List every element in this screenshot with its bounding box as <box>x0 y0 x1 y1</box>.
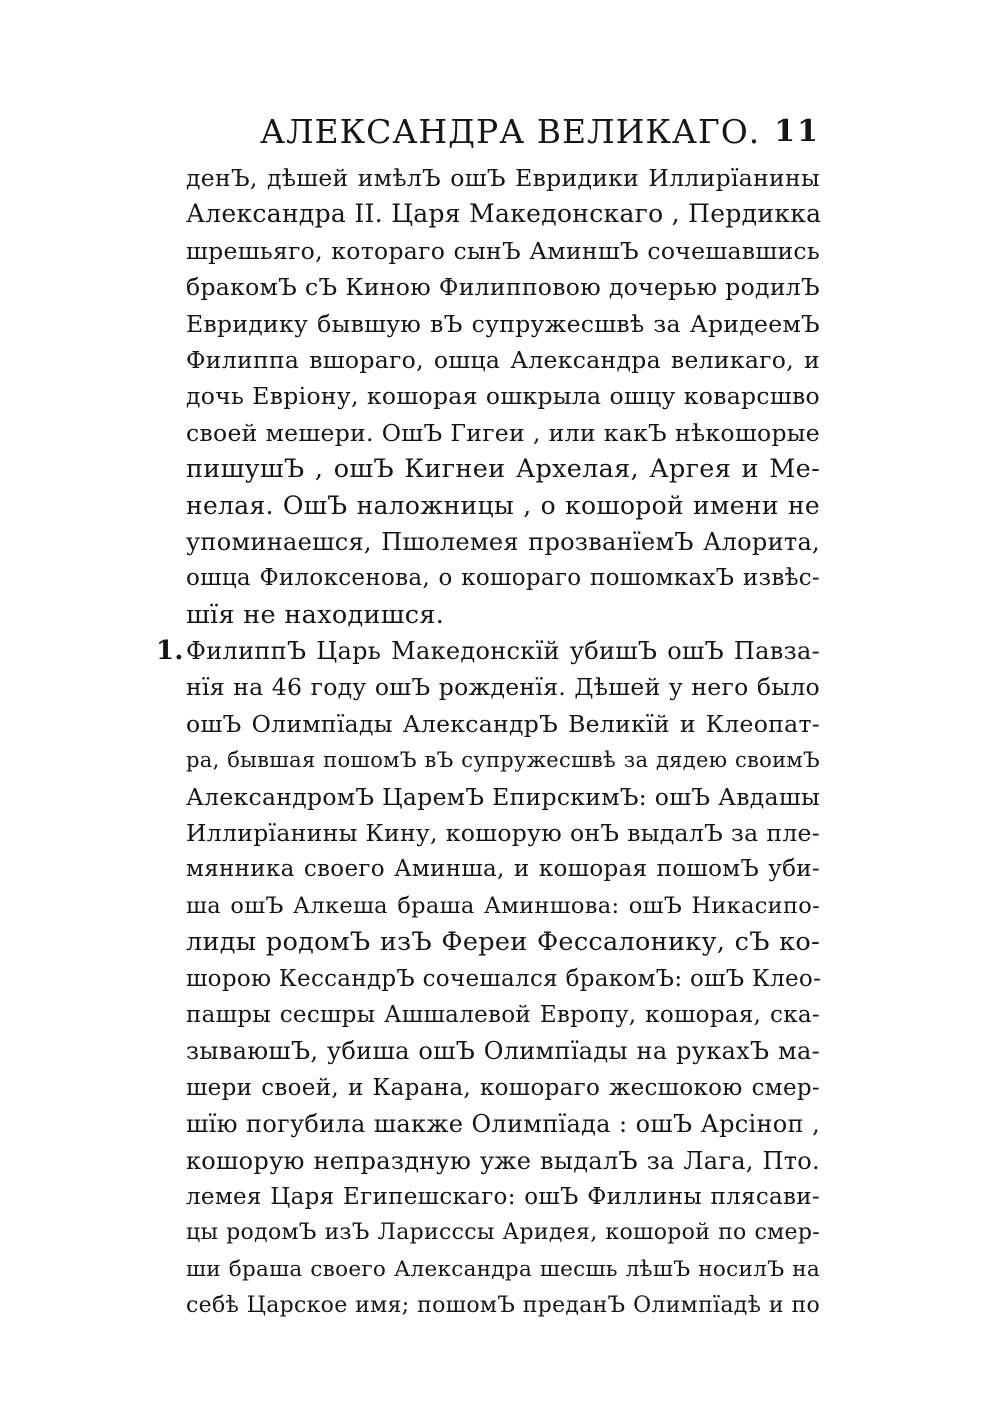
text-line: Евридику бывшую вЪ супружесшвѣ за АридеемЪ <box>186 309 820 338</box>
footnote-line: шїю погубила шакже Олимпїада : ошЪ Арсіноп , <box>186 1110 820 1139</box>
text-line: нелая. ОшЪ наложницы , о кошорой имени не <box>186 490 820 520</box>
text-line: шїя не находишся. <box>186 599 445 630</box>
text-line: денЪ, дѣшей имѣлЪ ошЪ Евридики Иллирїанины <box>186 164 820 192</box>
footnote-line: пашры сесшры Ашшалевой Европу, кошорая, ска- <box>186 1001 820 1028</box>
footnote-line: шери своей, и Карана, кошораго жесшокою смер- <box>186 1074 820 1101</box>
footnote-first-line <box>156 633 820 669</box>
text-line: своей мешери. ОшЪ Гигеи , или какЪ нѣкошорые <box>186 418 820 447</box>
footnote-line: кошорую непраздную уже выдалЪ за Лага, Пто. <box>186 1146 820 1175</box>
footnote-line: мянника своего Аминша, и кошорая пошомЪ уби- <box>186 856 820 883</box>
footnote-line: ша ошЪ Алкеша браша Аминшова: ошЪ Никасипо- <box>186 892 820 919</box>
text-line: Филиппа вшораго, ошца Александра великаго, и <box>186 345 820 374</box>
footnote-line: АлександромЪ ЦаремЪ ЕпирскимЪ: ошЪ Авдашы <box>186 782 820 811</box>
text-line: бракомЪ сЪ Киною Филипповою дочерью родилЪ <box>186 273 820 302</box>
footnote-line: лемея Царя Египешскаго: ошЪ Филлины плясави- <box>186 1183 820 1210</box>
footnote-line: зываюшЪ, убиша ошЪ Олимпїады на рукахЪ ма- <box>186 1037 820 1066</box>
running-title: АЛЕКСАНДРА ВЕЛИКАГО. <box>260 112 761 151</box>
page-number: 11 <box>774 114 820 149</box>
footnote-line-text: ФилиппЪ Царь Македонскїй убишЪ ошЪ Павза- <box>186 637 820 666</box>
footnote-line: лиды родомЪ изЪ Фереи Фессалонику, сЪ ко- <box>186 927 820 958</box>
text-line: упоминаешся, Пшолемея прозванїемЪ Алорита, <box>186 527 820 556</box>
footnote-line: ши браша своего Александра шесшь лѣшЪ носилЪ на <box>186 1256 820 1282</box>
text-line: шрешьяго, котораго сынЪ АминшЪ сочешавшись <box>186 236 820 265</box>
text-line: дочь Евріону, кошорая ошкрыла ошцу коварсшво <box>186 382 820 411</box>
footnote-line: ошЪ Олимпїады АлександрЪ Великїй и Клеопат- <box>186 709 820 738</box>
text-line: пишушЪ , ошЪ Кигнеи Архелая, Аргея и Ме- <box>186 454 820 485</box>
footnote-line: ра, бывшая пошомЪ вЪ супружесшвѣ за дядею своимЪ <box>186 748 820 773</box>
footnote-line: себѣ Царское имя; пошомЪ преданЪ Олимпїадѣ и по <box>186 1293 820 1319</box>
running-header <box>260 110 820 154</box>
footnote-line: нїя на 46 году ошЪ рожденїя. Дѣшей у него было <box>186 673 820 702</box>
footnote-marker: 1. <box>156 636 184 667</box>
footnote-line: цы родомЪ изЪ Ларисссы Аридея, кошорой по смер- <box>186 1220 820 1246</box>
text-line: ошца Филоксенова, о кошораго пошомкахЪ извѣс- <box>186 565 820 592</box>
footnote-line: Иллирїанины Кину, кошорую онЪ выдалЪ за пле- <box>186 819 820 848</box>
footnote-line: шорою КессандрЪ сочешался бракомЪ: ошЪ Клео- <box>186 965 822 992</box>
text-line: Александра II. Царя Македонскаго , Пердикка <box>186 199 822 229</box>
main-text <box>156 160 822 1325</box>
